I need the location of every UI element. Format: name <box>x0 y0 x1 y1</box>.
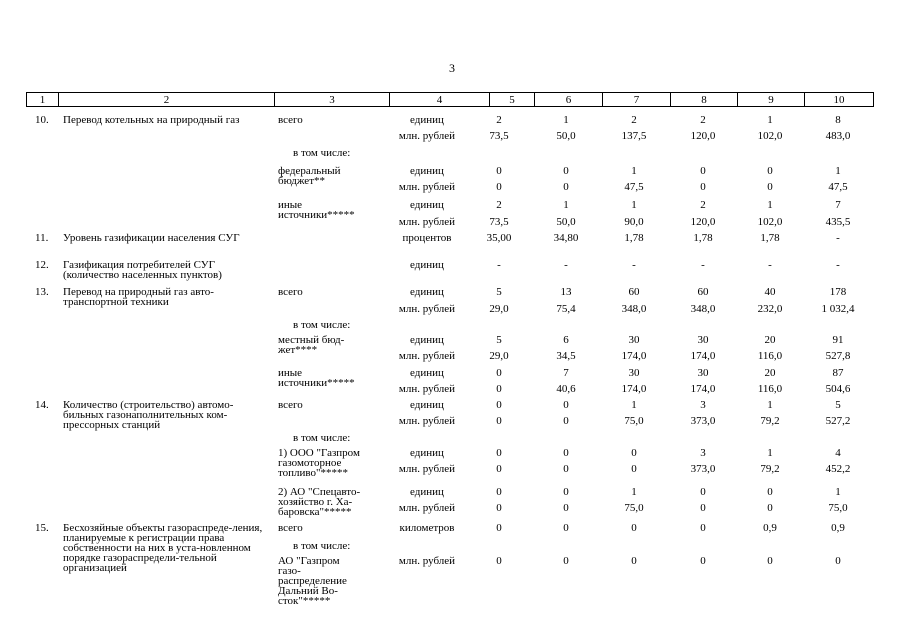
value-cell: 120,0 <box>690 216 716 228</box>
row-subcategory: всего <box>278 286 303 298</box>
row-subcategory: иные источники***** <box>278 367 355 389</box>
value-cell: 102,0 <box>757 130 783 142</box>
value-cell: 0,9 <box>763 522 777 534</box>
value-cell: 0 <box>496 367 502 379</box>
value-cell: 29,0 <box>489 303 509 315</box>
row-subcategory: всего <box>278 522 303 534</box>
value-cell: 47,5 <box>624 181 644 193</box>
value-cell: - <box>768 259 772 271</box>
value-cell: 1 <box>835 165 841 177</box>
value-cell: 75,4 <box>556 303 576 315</box>
value-cell: 50,0 <box>556 130 576 142</box>
indicator-name: Перевод на природный газ авто-транспортной техники <box>63 286 214 308</box>
value-cell: 2 <box>700 199 706 211</box>
value-cell: 30 <box>697 334 709 346</box>
value-cell: 0 <box>767 502 773 514</box>
value-cell: 2 <box>496 199 502 211</box>
value-cell: 0 <box>496 181 502 193</box>
unit-cell: единиц <box>410 199 444 211</box>
value-cell: 1 <box>631 486 637 498</box>
value-cell: 20 <box>764 367 776 379</box>
value-cell: - <box>632 259 636 271</box>
value-cell: 75,0 <box>624 502 644 514</box>
row-subcategory: местный бюд-жет**** <box>278 334 345 356</box>
value-cell: 0 <box>496 165 502 177</box>
value-cell: 1 <box>631 399 637 411</box>
value-cell: 0 <box>496 463 502 475</box>
value-cell: 4 <box>835 447 841 459</box>
value-cell: 50,0 <box>556 216 576 228</box>
value-cell: 0 <box>700 522 706 534</box>
value-cell: 1 <box>767 114 773 126</box>
unit-cell: млн. рублей <box>398 383 456 395</box>
value-cell: 483,0 <box>825 130 851 142</box>
value-cell: 0 <box>631 522 637 534</box>
header-col-8: 8 <box>670 92 738 107</box>
row-subcategory: 1) ООО "Газпром газомоторное топливо"***** <box>278 447 360 479</box>
including-label: в том числе: <box>293 432 351 444</box>
value-cell: 0 <box>835 555 841 567</box>
unit-cell: млн. рублей <box>398 181 456 193</box>
value-cell: - <box>701 259 705 271</box>
unit-cell: единиц <box>410 334 444 346</box>
value-cell: 0 <box>767 486 773 498</box>
value-cell: 5 <box>496 334 502 346</box>
value-cell: - <box>836 259 840 271</box>
value-cell: 79,2 <box>760 415 780 427</box>
value-cell: 75,0 <box>828 502 848 514</box>
unit-cell: единиц <box>410 259 444 271</box>
row-number: 14. <box>35 399 49 411</box>
value-cell: 504,6 <box>825 383 851 395</box>
unit-cell: млн. рублей <box>398 130 456 142</box>
row-number: 12. <box>35 259 49 271</box>
value-cell: - <box>564 259 568 271</box>
value-cell: 2 <box>496 114 502 126</box>
unit-cell: млн. рублей <box>398 555 456 567</box>
value-cell: 75,0 <box>624 415 644 427</box>
value-cell: - <box>836 232 840 244</box>
value-cell: 0 <box>563 463 569 475</box>
value-cell: 348,0 <box>621 303 647 315</box>
row-subcategory: АО "Газпром газо-распределение Дальний Во-сток"***** <box>278 555 347 607</box>
row-number: 11. <box>35 232 49 244</box>
header-col-3: 3 <box>274 92 390 107</box>
value-cell: 0 <box>700 502 706 514</box>
row-subcategory: федеральный бюджет** <box>278 165 341 187</box>
header-col-7: 7 <box>602 92 671 107</box>
header-col-9: 9 <box>737 92 805 107</box>
unit-cell: млн. рублей <box>398 350 456 362</box>
value-cell: 0 <box>563 447 569 459</box>
value-cell: 40 <box>764 286 776 298</box>
indicator-name: Уровень газификации населения СУГ <box>63 232 240 244</box>
value-cell: 0 <box>631 463 637 475</box>
value-cell: 40,6 <box>556 383 576 395</box>
unit-cell: единиц <box>410 367 444 379</box>
row-number: 13. <box>35 286 49 298</box>
unit-cell: единиц <box>410 286 444 298</box>
value-cell: 1 <box>563 199 569 211</box>
value-cell: 0 <box>767 181 773 193</box>
value-cell: 3 <box>700 447 706 459</box>
value-cell: 30 <box>697 367 709 379</box>
including-label: в том числе: <box>293 540 351 552</box>
value-cell: 0 <box>767 165 773 177</box>
value-cell: 178 <box>829 286 847 298</box>
unit-cell: единиц <box>410 165 444 177</box>
value-cell: 1 032,4 <box>821 303 855 315</box>
unit-cell: километров <box>399 522 455 534</box>
value-cell: 20 <box>764 334 776 346</box>
row-number: 10. <box>35 114 49 126</box>
unit-cell: единиц <box>410 486 444 498</box>
value-cell: 29,0 <box>489 350 509 362</box>
unit-cell: млн. рублей <box>398 415 456 427</box>
value-cell: 120,0 <box>690 130 716 142</box>
row-number: 15. <box>35 522 49 534</box>
unit-cell: процентов <box>402 232 452 244</box>
value-cell: 0 <box>563 502 569 514</box>
value-cell: 373,0 <box>690 463 716 475</box>
value-cell: 1 <box>563 114 569 126</box>
header-col-1: 1 <box>26 92 59 107</box>
row-subcategory: иные источники***** <box>278 199 355 221</box>
header-col-10: 10 <box>804 92 874 107</box>
value-cell: 0 <box>496 502 502 514</box>
value-cell: 73,5 <box>489 216 509 228</box>
value-cell: 0 <box>496 555 502 567</box>
value-cell: 174,0 <box>621 350 647 362</box>
value-cell: 0 <box>700 181 706 193</box>
value-cell: 30 <box>628 367 640 379</box>
value-cell: 452,2 <box>825 463 851 475</box>
value-cell: 30 <box>628 334 640 346</box>
unit-cell: млн. рублей <box>398 502 456 514</box>
row-subcategory: всего <box>278 399 303 411</box>
value-cell: 0 <box>496 415 502 427</box>
unit-cell: млн. рублей <box>398 216 456 228</box>
value-cell: 3 <box>700 399 706 411</box>
value-cell: 102,0 <box>757 216 783 228</box>
value-cell: 1 <box>767 399 773 411</box>
header-col-2: 2 <box>58 92 275 107</box>
header-col-5: 5 <box>489 92 535 107</box>
including-label: в том числе: <box>293 319 351 331</box>
value-cell: 348,0 <box>690 303 716 315</box>
value-cell: 90,0 <box>624 216 644 228</box>
value-cell: 435,5 <box>825 216 851 228</box>
value-cell: 91 <box>832 334 844 346</box>
value-cell: 0,9 <box>831 522 845 534</box>
value-cell: 1,78 <box>760 232 780 244</box>
value-cell: 116,0 <box>757 350 783 362</box>
value-cell: 1 <box>631 165 637 177</box>
value-cell: 174,0 <box>621 383 647 395</box>
value-cell: 0 <box>496 399 502 411</box>
value-cell: 34,5 <box>556 350 576 362</box>
value-cell: 0 <box>496 522 502 534</box>
value-cell: 1 <box>631 199 637 211</box>
value-cell: 0 <box>563 555 569 567</box>
value-cell: 527,2 <box>825 415 851 427</box>
page-number: 3 <box>449 61 455 75</box>
unit-cell: млн. рублей <box>398 463 456 475</box>
value-cell: 0 <box>563 486 569 498</box>
value-cell: 0 <box>496 447 502 459</box>
value-cell: 0 <box>563 522 569 534</box>
including-label: в том числе: <box>293 147 351 159</box>
value-cell: 34,80 <box>553 232 579 244</box>
header-col-4: 4 <box>389 92 490 107</box>
value-cell: 1 <box>835 486 841 498</box>
value-cell: 35,00 <box>486 232 512 244</box>
value-cell: 2 <box>700 114 706 126</box>
value-cell: 0 <box>563 165 569 177</box>
value-cell: 5 <box>496 286 502 298</box>
header-col-6: 6 <box>534 92 603 107</box>
value-cell: 116,0 <box>757 383 783 395</box>
value-cell: 73,5 <box>489 130 509 142</box>
indicator-name: Перевод котельных на природный газ <box>63 114 240 126</box>
value-cell: 7 <box>835 199 841 211</box>
table-header <box>26 92 874 109</box>
value-cell: 0 <box>563 399 569 411</box>
value-cell: 174,0 <box>690 383 716 395</box>
value-cell: 0 <box>700 486 706 498</box>
value-cell: 137,5 <box>621 130 647 142</box>
value-cell: 0 <box>700 165 706 177</box>
value-cell: 79,2 <box>760 463 780 475</box>
value-cell: 60 <box>697 286 709 298</box>
row-subcategory: всего <box>278 114 303 126</box>
unit-cell: единиц <box>410 399 444 411</box>
value-cell: 0 <box>496 486 502 498</box>
value-cell: 0 <box>563 415 569 427</box>
value-cell: 5 <box>835 399 841 411</box>
value-cell: 373,0 <box>690 415 716 427</box>
unit-cell: единиц <box>410 447 444 459</box>
value-cell: 2 <box>631 114 637 126</box>
value-cell: 1,78 <box>624 232 644 244</box>
value-cell: 0 <box>563 181 569 193</box>
value-cell: 174,0 <box>690 350 716 362</box>
value-cell: 13 <box>560 286 572 298</box>
value-cell: 1 <box>767 199 773 211</box>
value-cell: 1 <box>767 447 773 459</box>
indicator-name: Бесхозяйные объекты газораспреде-ления, планируемые к регистрации права собственности на них в уста-новленном порядке газораспредели-тельной организацией <box>63 522 263 574</box>
value-cell: 87 <box>832 367 844 379</box>
value-cell: 0 <box>496 383 502 395</box>
value-cell: 8 <box>835 114 841 126</box>
value-cell: 1,78 <box>693 232 713 244</box>
indicator-name: Количество (строительство) автомо-бильных газонаполнительных ком-прессорных станций <box>63 399 234 431</box>
unit-cell: млн. рублей <box>398 303 456 315</box>
value-cell: 0 <box>767 555 773 567</box>
value-cell: 0 <box>631 555 637 567</box>
value-cell: 60 <box>628 286 640 298</box>
value-cell: 7 <box>563 367 569 379</box>
indicator-name: Газификация потребителей СУГ (количество населенных пунктов) <box>63 259 222 281</box>
value-cell: 527,8 <box>825 350 851 362</box>
value-cell: - <box>497 259 501 271</box>
unit-cell: единиц <box>410 114 444 126</box>
value-cell: 232,0 <box>757 303 783 315</box>
row-subcategory: 2) АО "Спецавто-хозяйство г. Ха-баровска"***** <box>278 486 361 518</box>
value-cell: 6 <box>563 334 569 346</box>
value-cell: 47,5 <box>828 181 848 193</box>
value-cell: 0 <box>700 555 706 567</box>
value-cell: 0 <box>631 447 637 459</box>
